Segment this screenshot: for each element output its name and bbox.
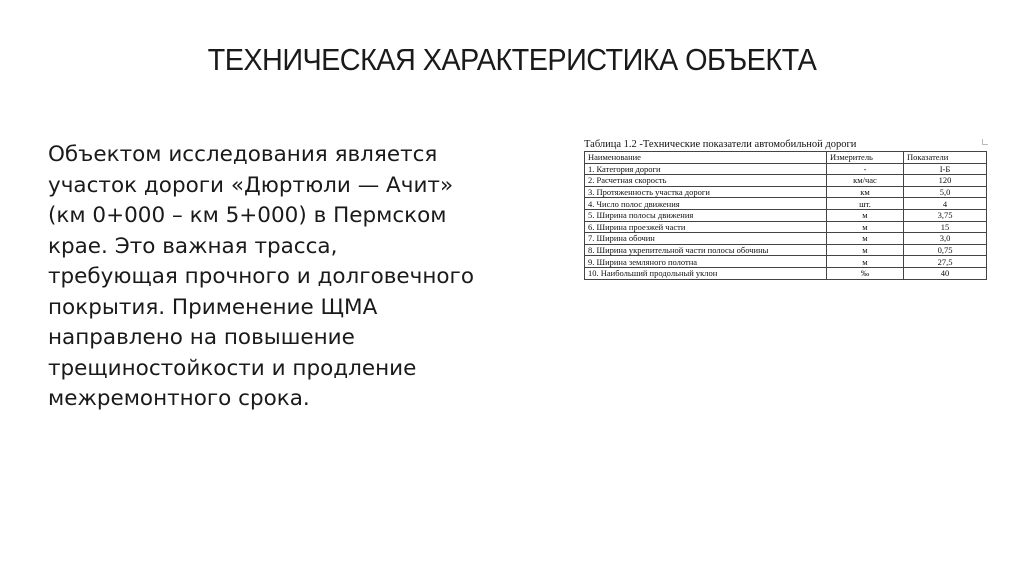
table-row: [585, 221, 987, 233]
cell-unit: км/час: [827, 175, 904, 187]
cell-name: 7. Ширина обочин: [585, 233, 827, 245]
table-row: [585, 267, 987, 279]
paragraph-line: требующая прочного и долговечного: [48, 264, 475, 289]
cell-unit: шт.: [827, 198, 904, 210]
table-row: [585, 256, 987, 268]
cell-unit: ‰: [827, 267, 904, 279]
cell-value: 3,75: [904, 209, 987, 221]
cell-unit: м: [827, 244, 904, 256]
cell-value: 0,75: [904, 244, 987, 256]
cell-unit: м: [827, 233, 904, 245]
table-row: [585, 209, 987, 221]
slide-title: ТЕХНИЧЕСКАЯ ХАРАКТЕРИСТИКА ОБЪЕКТА: [207, 42, 817, 77]
cell-name: 9. Ширина земляного полотна: [585, 256, 827, 268]
cell-value: 120: [904, 175, 987, 187]
cell-value: 3,0: [904, 233, 987, 245]
table-caption: Таблица 1.2 -Технические показатели автомобильной дороги: [584, 139, 857, 150]
cell-name: 8. Ширина укрепительной части полосы обочины: [585, 244, 827, 256]
cell-value: I-Б: [904, 163, 987, 175]
table-row: [585, 175, 987, 187]
paragraph-line: покрытия. Применение ЩМА: [48, 294, 378, 320]
table-row: [585, 244, 987, 256]
description-paragraph: [48, 140, 518, 415]
cell-name: 1. Категория дороги: [585, 163, 827, 175]
table-row: [585, 233, 987, 245]
corner-mark: [982, 139, 988, 145]
cell-name: 3. Протяженность участка дороги: [585, 186, 827, 198]
cell-value: 4: [904, 198, 987, 210]
table-header-row: [585, 152, 987, 164]
header-name: Наименование: [585, 152, 827, 164]
cell-value: 5,0: [904, 186, 987, 198]
paragraph-line: трещиностойкости и продление: [48, 355, 417, 381]
cell-unit: -: [827, 163, 904, 175]
paragraph-line: Объектом исследования является: [48, 142, 438, 167]
cell-name: 2. Расчетная скорость: [585, 175, 827, 187]
paragraph-line: межремонтного срока.: [48, 386, 310, 411]
header-unit: Измеритель: [827, 152, 904, 164]
paragraph-line: участок дороги «Дюртюли — Ачит»: [48, 172, 454, 198]
table-row: [585, 198, 987, 210]
spec-table: [584, 151, 987, 280]
spec-table-image: [584, 139, 988, 280]
header-value: Показатели: [904, 152, 987, 164]
table-row: [585, 163, 987, 175]
cell-unit: м: [827, 221, 904, 233]
cell-name: 5. Ширина полосы движения: [585, 209, 827, 221]
cell-name: 10. Наибольший продольный уклон: [585, 267, 827, 279]
cell-name: 6. Ширина проезжей части: [585, 221, 827, 233]
cell-unit: м: [827, 256, 904, 268]
cell-value: 40: [904, 267, 987, 279]
paragraph-line: крае. Это важная трасса,: [48, 233, 338, 259]
cell-unit: км: [827, 186, 904, 198]
cell-value: 15: [904, 221, 987, 233]
table-row: [585, 186, 987, 198]
paragraph-line: направлено на повышение: [48, 325, 355, 350]
paragraph-line: (км 0+000 – км 5+000) в Пермском: [48, 203, 447, 228]
cell-value: 27,5: [904, 256, 987, 268]
cell-unit: м: [827, 209, 904, 221]
cell-name: 4. Число полос движения: [585, 198, 827, 210]
